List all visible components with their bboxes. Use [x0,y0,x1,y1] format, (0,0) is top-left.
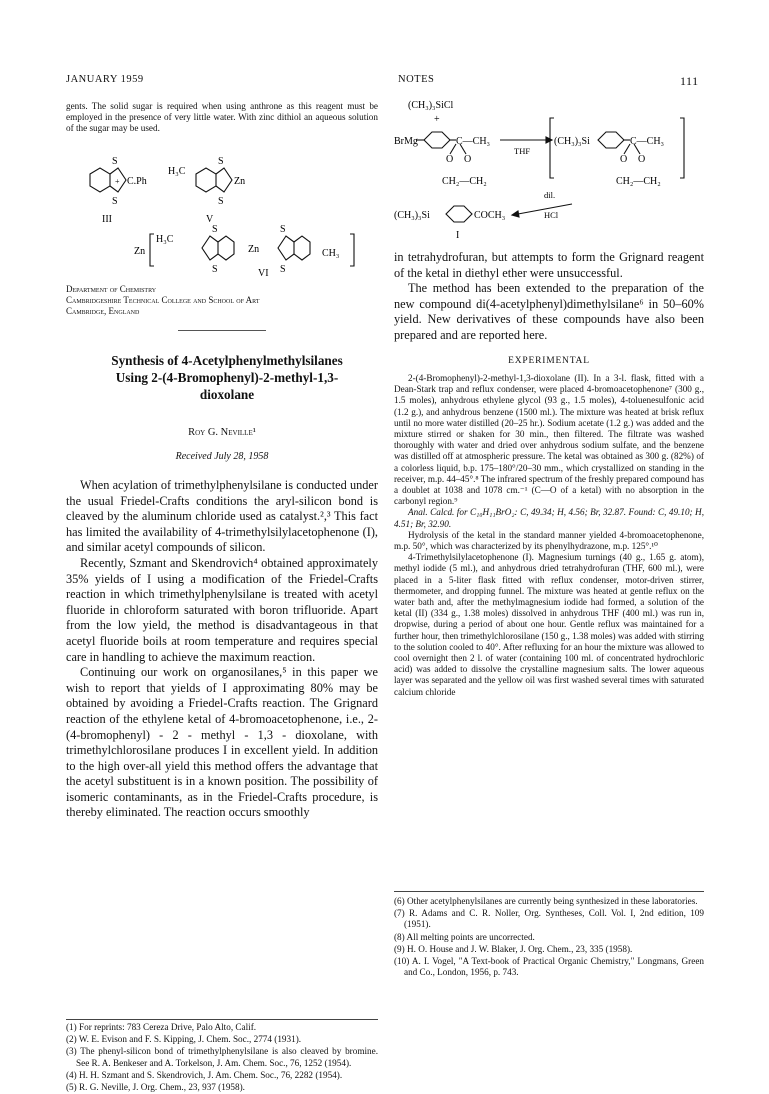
c-ch3-label: C—CH₃ [456,136,491,147]
footnote: (6) Other acetylphenylsilanes are currently being synthesized in these laboratories. [394,896,698,906]
running-header-section: NOTES [398,74,435,85]
footnote: (9) H. O. House and J. W. Blaker, J. Org. Chem., 23, 335 (1958). [394,943,633,954]
s-label: S [112,156,118,167]
paragraph-2: Recently, Szmant and Skendrovich⁴ obtained approximately 35% yields of I using a modification of the Friedel-Crafts reaction in which trimethylphenylsilane is treated with acetyl fluoride in chloroform saturated with boron trifluoride. Apart from the low yield, the method is disadvantageous in that acetyl fluoride boils at room temperature and requires special care in handling to achieve the maximum reaction. [66,555,378,664]
thf-label: THF [514,146,531,156]
me3si-label: (CH₃)₃Si [554,136,590,147]
right-paragraph-1: in tetrahydrofuran, but attempts to form the Grignard reagent of the ketal in diethyl ether were unsuccessful. [394,250,704,280]
s-label: S [280,264,286,275]
running-header-date: JANUARY 1959 [66,74,144,85]
zn-label: Zn [134,246,146,257]
reagent-me3sicl: (CH₃)₃SiCl [408,100,454,111]
s-label: S [218,156,224,167]
s-label: S [112,196,118,207]
o-label: O [620,154,628,165]
article-title: Synthesis of 4-Acetylphenylmethylsilanes Using 2-(4-Bromophenyl)-2-methyl-1,3-dioxolane [111,353,343,402]
c-ch3-label: C—CH₃ [630,136,665,147]
footnote-rule [66,1019,378,1020]
compound-label-VI: VI [258,268,269,278]
zn-label: Zn [248,244,260,255]
s-label: S [280,224,286,235]
footnote: (8) All melting points are uncorrected. [394,931,535,942]
footnote: (1) For reprints: 783 Cereza Drive, Palo Alto, Calif. [66,1022,257,1032]
ch2-ch2-label: CH₂—CH₂ [616,176,661,187]
hcl-label: HCl [544,210,559,220]
compound-label-I: I [456,230,460,241]
right-paragraph-2: The method has been extended to the preparation of the new compound di(4-acetylphenyl)dimethylsilane⁶ in 50–60% yield. New derivatives of these compounds have also been prepared and are reported here. [394,281,704,342]
h3c-label: H₃C [168,166,186,177]
analysis: Anal. Calcd. for C₁₀H₁₁BrO₂: C, 49.34; H, 4.56; Br, 32.87. Found: C, 49.10; H, 4.51; Br, 32.90. [394,507,704,529]
experimental-hydrolysis: Hydrolysis of the ketal in the standard manner yielded 4-bromoacetophenone, m.p. 50°, which was characterized by its phenylhydrazone, m.p. 125°.¹⁰ [394,529,704,552]
dil-label: dil. [544,190,556,200]
footnote: (3) The phenyl-silicon bond of trimethylphenylsilane is also cleaved by bromine. See R. A. Benkeser and A. Torkelson, J. Am. Chem. Soc., 76, 1252 (1954). [66,1046,378,1068]
compound-label-V: V [206,214,214,225]
ch2-ch2-label: CH₂—CH₂ [442,176,487,187]
affiliation-dept: Department of Chemistry [66,284,157,294]
coch3-label: COCH₃ [474,210,506,221]
experimental-heading: EXPERIMENTAL [508,356,590,366]
author: Roy G. Neville¹ [188,427,256,438]
h3c-label: H₃C [156,234,174,245]
brmg-label: BrMg [394,136,418,147]
plus-sign: + [434,114,440,125]
zn-label: Zn [234,176,246,187]
o-label: O [638,154,646,165]
paragraph-1: When acylation of trimethylphenylsilane is conducted under the usual Friedel-Crafts conditions the aryl-silicon bond is cleaved by the aluminum chloride used as catalyst.²,³ This fact has limited the availability of 4-trimethylsilylacetophenone (I), and similar acetyl compounds of silicon. [66,478,378,555]
divider [178,330,266,331]
o-label: O [464,154,472,165]
plus-label: + [115,177,120,186]
footnote-rule [394,891,704,892]
footnote: (2) W. E. Evison and F. S. Kipping, J. Chem. Soc., 2774 (1931). [66,1034,302,1045]
footnote: (5) R. G. Neville, J. Org. Chem., 23, 937 (1958). [66,1082,245,1093]
s-label: S [212,224,218,235]
page-number: 111 [680,74,699,88]
affiliation-city: Cambridge, England [66,306,140,316]
paragraph-3: Continuing our work on organosilanes,⁵ in this paper we wish to report that yields of I approximating 80% may be obtained by avoiding a Friedel-Crafts reaction. The Grignard reaction of the ethylene ketal of 4-bromoacetophenone, i.e., 2-(4-bromophenyl) - 2 - methyl - 1,3 - dioxolane, with trimethylchlorosilane produces I in excellent yield. In addition to the high over-all yield this method offers the advantage that the acetyl substituent is in a known position. The possibility of isomeric contaminants, as in the Friedel-Crafts procedure, is thereby eliminated. The reaction occurs smoothly [66,665,378,820]
left-intro: gents. The solid sugar is required when using anthrone as this reagent must be employed in the presence of very little water. With zinc dithiol an aqueous solution of the sugar may be used. [66,101,378,134]
s-label: S [212,264,218,275]
footnote: (4) H. H. Szmant and S. Skendrovich, J. Am. Chem. Soc., 76, 2282 (1954). [66,1069,343,1080]
cph-label: C.Ph [127,176,147,187]
o-label: O [446,154,454,165]
reaction-scheme [394,96,704,246]
footnote: (10) A. I. Vogel, "A Text-book of Practical Organic Chemistry," Longmans, Green and Co., London, 1956, p. 743. [394,956,704,978]
me3si-label: (CH₃)₃Si [394,210,430,221]
experimental-ketal: 2-(4-Bromophenyl)-2-methyl-1,3-dioxolane (II). In a 3-l. flask, fitted with a Dean-Stark trap and reflux condenser, were placed 4-bromoacetophenone⁷ (300 g., 1.5 moles), anhydrous ethylene glycol (93 g., 1.5 moles), 4-toluenesulfonic acid (1.2 g.), and anhydrous benzene (1500 ml.). The mixture was heated at brisk reflux until no more water distilled (20–25 hr.). Sodium acetate (1.2 g.) was added and the mixture stirred or shaken for 30 min., then filtered. The filtrate was washed thoroughly with water and dried over anhydrous sodium sulfate, and the benzene was distilled off at atmospheric pressure. The ketal was obtained as 300 g. (82%) of a colorless liquid, b.p. 175–180°/20–30 mm., which crystallized on standing in the receiver, m.p. 44–45°.⁸ The infrared spectrum of the freshly prepared compound has a doublet at 1038 and 1078 cm.⁻¹ (C—O of a ketal) with no absorption in the carbonyl region.⁹ [394,373,704,507]
structures-III-V-VI [66,148,378,278]
ch3-label: CH₃ [322,248,340,259]
received-date: Received July 28, 1958 [175,451,269,462]
experimental-acetophenone: 4-Trimethylsilylacetophenone (I). Magnesium turnings (40 g., 1.65 g. atom), methyl iodide (5 ml.), and anhydrous dried tetrahydrofuran (THF, 600 ml.), were placed in a 5-liter flask fitted with reflux condenser, motor-driven stirrer, thermometer, and dropping funnel. The mixture was heated at gentle reflux on the water bath and, after the methylmagnesium iodide had formed, a solution of the ketal (II) (334 g., 1.38 moles) dissolved in anhydrous THF (400 ml.) was run in, dropwise, during a period of about one hour. Gentle reflux was maintained for a further hour, then trimethylchlorosilane (150 g., 1.38 moles) was added with stirring to the solution cooled to 40°. After refluxing for an hour the mixture was allowed to cool overnight then 2 l. of water (containing 100 ml. of concentrated hydrochloric acid) was added to dissolve the crystalline magnesium salts. The lower aqueous layer was separated and the yellow oil was first washed several times with saturated calcium chloride [394,552,704,697]
affiliation-college: Cambridgeshire Technical College and School of Art [66,295,260,305]
compound-label-III: III [102,214,112,225]
s-label: S [218,196,224,207]
footnote: (7) R. Adams and C. R. Noller, Org. Syntheses, Coll. Vol. I, 2nd edition, 109 (1951). [394,908,704,930]
